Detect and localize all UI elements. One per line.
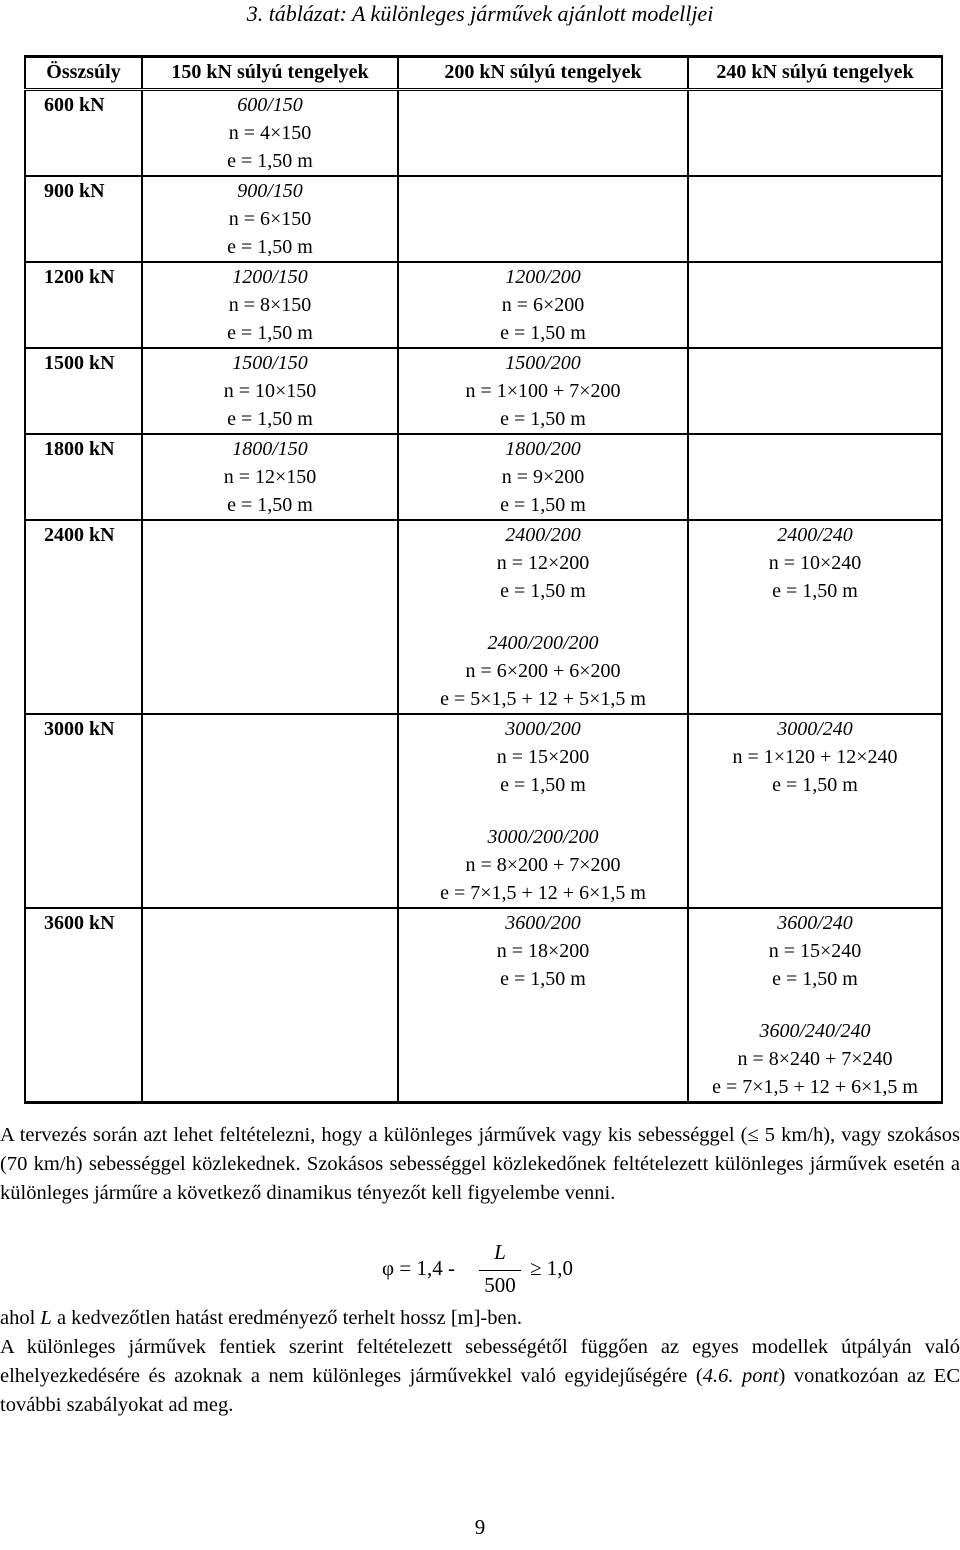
cell-200kn	[398, 348, 688, 434]
model-code: 1800/200	[505, 438, 581, 460]
axle-spacing: e = 1,50 m	[772, 968, 858, 990]
axle-spacing: e = 1,50 m	[500, 580, 586, 602]
cell-200kn	[398, 714, 688, 908]
cell-150kn	[142, 520, 398, 714]
axle-config: n = 10×240	[768, 552, 862, 574]
model-entry	[399, 715, 687, 799]
row-total-weight: 2400 kN	[25, 520, 142, 714]
cell-200kn	[398, 176, 688, 262]
axle-config: n = 6×150	[228, 208, 312, 230]
row-total-weight: 1800 kN	[25, 434, 142, 520]
formula-lhs: φ = 1,4 -	[382, 1256, 455, 1280]
model-entry	[143, 263, 397, 347]
model-entry	[143, 91, 397, 175]
cell-200kn	[398, 520, 688, 714]
axle-config: n = 8×200 + 7×200	[465, 854, 621, 876]
axle-spacing: e = 1,50 m	[500, 408, 586, 430]
header-200kn: 200 kN súlyú tengelyek	[398, 57, 688, 90]
cell-240kn	[688, 90, 942, 177]
axle-spacing: e = 1,50 m	[227, 494, 313, 516]
row-total-weight: 1200 kN	[25, 262, 142, 348]
variable-L: L	[40, 1307, 52, 1329]
model-entry	[399, 909, 687, 993]
table-row	[25, 90, 942, 177]
axle-config: n = 15×240	[768, 940, 862, 962]
axle-spacing: e = 1,50 m	[227, 408, 313, 430]
cell-150kn	[142, 908, 398, 1103]
model-entry	[399, 263, 687, 347]
model-code: 2400/200	[505, 524, 581, 546]
model-code: 3000/240	[777, 718, 853, 740]
axle-spacing: e = 5×1,5 + 12 + 5×1,5 m	[440, 688, 646, 710]
axle-config: n = 8×240 + 7×240	[737, 1048, 893, 1070]
axle-spacing: e = 1,50 m	[500, 774, 586, 796]
paragraph-rules-pre: A különleges járművek fentiek szerint feltételezett sebességétől függően az egyes modellek útpályán való elhelyezkedésére és azoknak a nem különleges járművekkel való egyidejűségére (	[0, 1336, 960, 1387]
cell-240kn	[688, 262, 942, 348]
model-entry	[399, 823, 687, 907]
model-entry	[689, 715, 941, 799]
axle-spacing: e = 1,50 m	[500, 494, 586, 516]
model-entry	[689, 521, 941, 605]
axle-config: n = 12×200	[496, 552, 590, 574]
axle-config: n = 15×200	[496, 746, 590, 768]
section-reference: 4.6. pont	[702, 1365, 779, 1387]
model-code: 2400/200/200	[487, 632, 599, 654]
axle-spacing: e = 7×1,5 + 12 + 6×1,5 m	[440, 882, 646, 904]
cell-200kn	[398, 434, 688, 520]
axle-spacing: e = 7×1,5 + 12 + 6×1,5 m	[712, 1076, 918, 1098]
paragraph-speed	[0, 1121, 960, 1208]
axle-config: n = 12×150	[223, 466, 317, 488]
cell-200kn	[398, 90, 688, 177]
cell-150kn	[142, 434, 398, 520]
table-row	[25, 434, 942, 520]
axle-spacing: e = 1,50 m	[227, 236, 313, 258]
model-code: 1200/200	[505, 266, 581, 288]
formula-rhs: ≥ 1,0	[530, 1256, 574, 1280]
axle-config: n = 10×150	[223, 380, 317, 402]
axle-spacing: e = 1,50 m	[227, 150, 313, 172]
cell-240kn	[688, 348, 942, 434]
paragraph-rules-post: ) vonatkozóan az EC további szabályokat ad meg.	[0, 1365, 960, 1416]
axle-config: n = 4×150	[228, 122, 312, 144]
cell-240kn	[688, 908, 942, 1103]
axle-config: n = 8×150	[228, 294, 312, 316]
formula-numerator: L	[494, 1240, 506, 1264]
cell-150kn	[142, 262, 398, 348]
cell-200kn	[398, 262, 688, 348]
model-code: 900/150	[237, 180, 303, 202]
paragraph-speed-text: A tervezés során azt lehet feltételezni, hogy a különleges járművek vagy kis sebességgel (≤ 5 km/h), vagy szokásos (70 km/h) sebességgel közlekednek. Szokásos sebességgel közlekedőnek feltételezett különleges járművek esetén a különleges járműre a következő dinamikus tényezőt kell figyelembe venni.	[0, 1124, 960, 1204]
table-caption: 3. táblázat: A különleges járművek ajánlott modelljei	[246, 1, 714, 26]
paragraph-rules	[0, 1333, 960, 1420]
cell-240kn	[688, 520, 942, 714]
axle-spacing: e = 1,50 m	[500, 322, 586, 344]
cell-240kn	[688, 434, 942, 520]
dynamic-factor-formula	[382, 1238, 642, 1298]
model-code: 2400/240	[777, 524, 853, 546]
model-code: 1500/150	[232, 352, 308, 374]
model-entry	[399, 521, 687, 605]
cell-150kn	[142, 90, 398, 177]
table-row	[25, 176, 942, 262]
table-header-row	[25, 57, 942, 90]
axle-config: n = 6×200	[501, 294, 585, 316]
header-240kn: 240 kN súlyú tengelyek	[688, 57, 942, 90]
paragraph-length-pre: ahol	[0, 1307, 41, 1329]
cell-240kn	[688, 714, 942, 908]
paragraph-length-definition	[0, 1304, 960, 1333]
row-total-weight: 900 kN	[25, 176, 142, 262]
paragraph-length-post: a kedvezőtlen hatást eredményező terhelt hossz [m]-ben.	[51, 1307, 522, 1329]
row-total-weight: 3000 kN	[25, 714, 142, 908]
page-number: 9	[474, 1515, 486, 1539]
model-entry	[689, 909, 941, 993]
table-body	[25, 90, 942, 1103]
axle-spacing: e = 1,50 m	[772, 580, 858, 602]
model-entry	[399, 629, 687, 713]
model-code: 3000/200/200	[487, 826, 599, 848]
axle-config: n = 9×200	[501, 466, 585, 488]
vehicle-models-table	[24, 55, 943, 1104]
model-entry	[689, 1017, 941, 1101]
model-entry	[143, 435, 397, 519]
model-entry	[399, 435, 687, 519]
table-row	[25, 262, 942, 348]
table-row	[25, 520, 942, 714]
row-total-weight: 1500 kN	[25, 348, 142, 434]
model-code: 1800/150	[232, 438, 308, 460]
table-row	[25, 714, 942, 908]
axle-spacing: e = 1,50 m	[500, 968, 586, 990]
row-total-weight: 3600 kN	[25, 908, 142, 1103]
model-entry	[399, 349, 687, 433]
axle-spacing: e = 1,50 m	[772, 774, 858, 796]
axle-config: n = 18×200	[496, 940, 590, 962]
model-code: 3600/240/240	[759, 1020, 871, 1042]
header-total-weight: Összsúly	[25, 57, 142, 90]
model-code: 600/150	[237, 94, 303, 116]
row-total-weight: 600 kN	[25, 90, 142, 177]
model-code: 1200/150	[232, 266, 308, 288]
model-code: 1500/200	[505, 352, 581, 374]
axle-config: n = 1×100 + 7×200	[465, 380, 621, 402]
model-code: 3000/200	[505, 718, 581, 740]
axle-config: n = 1×120 + 12×240	[732, 746, 898, 768]
cell-200kn	[398, 908, 688, 1103]
formula-denominator: 500	[484, 1273, 516, 1297]
cell-150kn	[142, 176, 398, 262]
header-150kn: 150 kN súlyú tengelyek	[142, 57, 398, 90]
axle-spacing: e = 1,50 m	[227, 322, 313, 344]
table-row	[25, 908, 942, 1103]
cell-240kn	[688, 176, 942, 262]
axle-config: n = 6×200 + 6×200	[465, 660, 621, 682]
model-code: 3600/240	[777, 912, 853, 934]
model-entry	[143, 349, 397, 433]
table-row	[25, 348, 942, 434]
model-code: 3600/200	[505, 912, 581, 934]
formula-fraction	[479, 1238, 521, 1299]
cell-150kn	[142, 348, 398, 434]
model-entry	[143, 177, 397, 261]
cell-150kn	[142, 714, 398, 908]
